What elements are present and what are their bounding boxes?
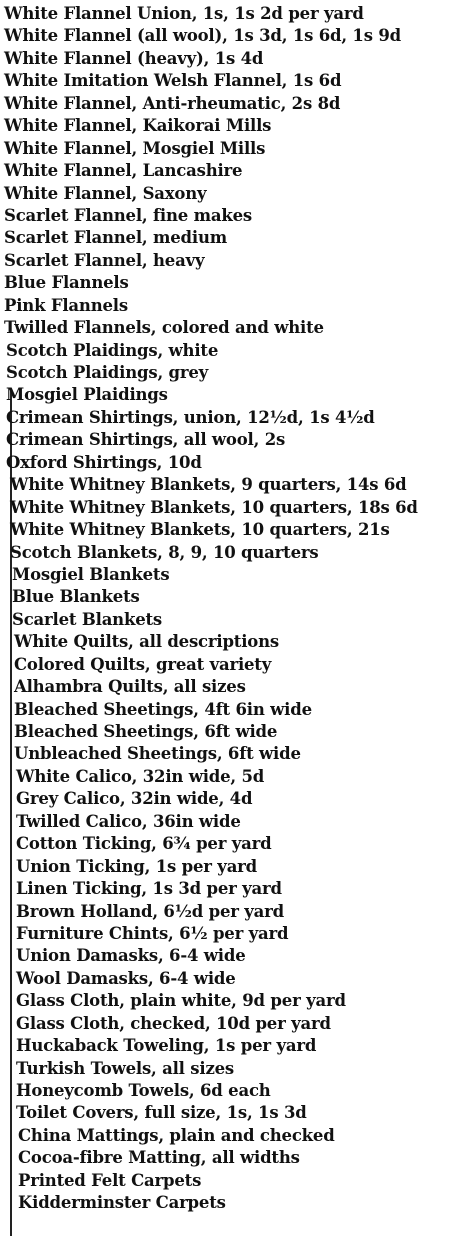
list-item: Pink Flannels xyxy=(4,295,128,315)
list-item: White Flannel, Saxony xyxy=(4,183,207,203)
list-item: White Calico, 32in wide, 5d xyxy=(16,766,265,786)
list-item: Turkish Towels, all sizes xyxy=(16,1058,235,1078)
list-item: Crimean Shirtings, all wool, 2s xyxy=(6,430,286,450)
list-item: Glass Cloth, checked, 10d per yard xyxy=(16,1013,331,1033)
list-item: Scotch Blankets, 8, 9, 10 quarters xyxy=(10,542,319,562)
list-item: Union Damasks, 6-4 wide xyxy=(16,946,246,966)
list-item: Cotton Ticking, 6¾ per yard xyxy=(16,834,272,854)
list-item: Oxford Shirtings, 10d xyxy=(6,452,202,472)
list-item: Crimean Shirtings, union, 12½d, 1s 4½d xyxy=(6,407,375,427)
list-item: Scarlet Blankets xyxy=(12,609,163,629)
list-item: Glass Cloth, plain white, 9d per yard xyxy=(16,991,346,1011)
list-item: Furniture Chints, 6½ per yard xyxy=(16,923,289,943)
list-item: Honeycomb Towels, 6d each xyxy=(16,1081,271,1100)
list-item: White Flannel, Mosgiel Mills xyxy=(4,138,266,158)
list-item: White Imitation Welsh Flannel, 1s 6d xyxy=(4,71,342,91)
list-item: White Whitney Blankets, 10 quarters, 18s 6d xyxy=(10,497,418,517)
list-item: Twilled Flannels, colored and white xyxy=(4,318,324,338)
list-item: Cocoa-fibre Matting, all widths xyxy=(18,1148,300,1168)
list-item: Scotch Plaidings, white xyxy=(6,340,219,360)
list-item: Scarlet Flannel, heavy xyxy=(4,250,205,270)
list-item: Blue Blankets xyxy=(12,587,140,607)
list-item: Huckaback Toweling, 1s per yard xyxy=(16,1036,317,1056)
list-item: Unbleached Sheetings, 6ft wide xyxy=(14,744,301,764)
list-item: Brown Holland, 6½d per yard xyxy=(16,901,284,921)
list-item: Twilled Calico, 36in wide xyxy=(16,811,241,831)
list-item: White Whitney Blankets, 10 quarters, 21s xyxy=(10,520,390,540)
list-item: Union Ticking, 1s per yard xyxy=(16,856,258,876)
list-item: Mosgiel Blankets xyxy=(12,564,170,584)
list-item: Scotch Plaidings, grey xyxy=(6,363,209,382)
list-item: White Flannel, Anti-rheumatic, 2s 8d xyxy=(4,93,341,113)
list-item: China Mattings, plain and checked xyxy=(18,1125,335,1145)
list-item: Linen Ticking, 1s 3d per yard xyxy=(16,879,282,899)
list-item: White Flannel Union, 1s, 1s 2d per yard xyxy=(4,4,364,23)
list-item: White Quilts, all descriptions xyxy=(14,632,279,652)
list-item: Bleached Sheetings, 6ft wide xyxy=(14,722,278,741)
list-item: Grey Calico, 32in wide, 4d xyxy=(16,789,253,809)
list-item: Printed Felt Carpets xyxy=(18,1170,202,1190)
list-item: Kidderminster Carpets xyxy=(18,1193,226,1213)
list-item: Alhambra Quilts, all sizes xyxy=(14,677,246,697)
item-list xyxy=(0,3,454,1215)
list-item: Scarlet Flannel, fine makes xyxy=(4,205,252,225)
list-item: Wool Damasks, 6-4 wide xyxy=(16,968,236,988)
list-item: White Flannel (heavy), 1s 4d xyxy=(4,48,264,68)
list-item: White Flannel, Lancashire xyxy=(4,161,243,181)
list-item: Bleached Sheetings, 4ft 6in wide xyxy=(14,699,312,719)
list-item: Mosgiel Plaidings xyxy=(6,385,168,405)
list-item: Colored Quilts, great variety xyxy=(14,654,272,674)
list-item: White Flannel (all wool), 1s 3d, 1s 6d, 1s 9d xyxy=(4,26,401,46)
list-item: White Flannel, Kaikorai Mills xyxy=(4,116,272,136)
list-item: Blue Flannels xyxy=(4,273,129,293)
list-item: Toilet Covers, full size, 1s, 1s 3d xyxy=(16,1103,307,1123)
list-item: White Whitney Blankets, 9 quarters, 14s 6d xyxy=(10,475,407,495)
list-item: Scarlet Flannel, medium xyxy=(4,228,228,248)
